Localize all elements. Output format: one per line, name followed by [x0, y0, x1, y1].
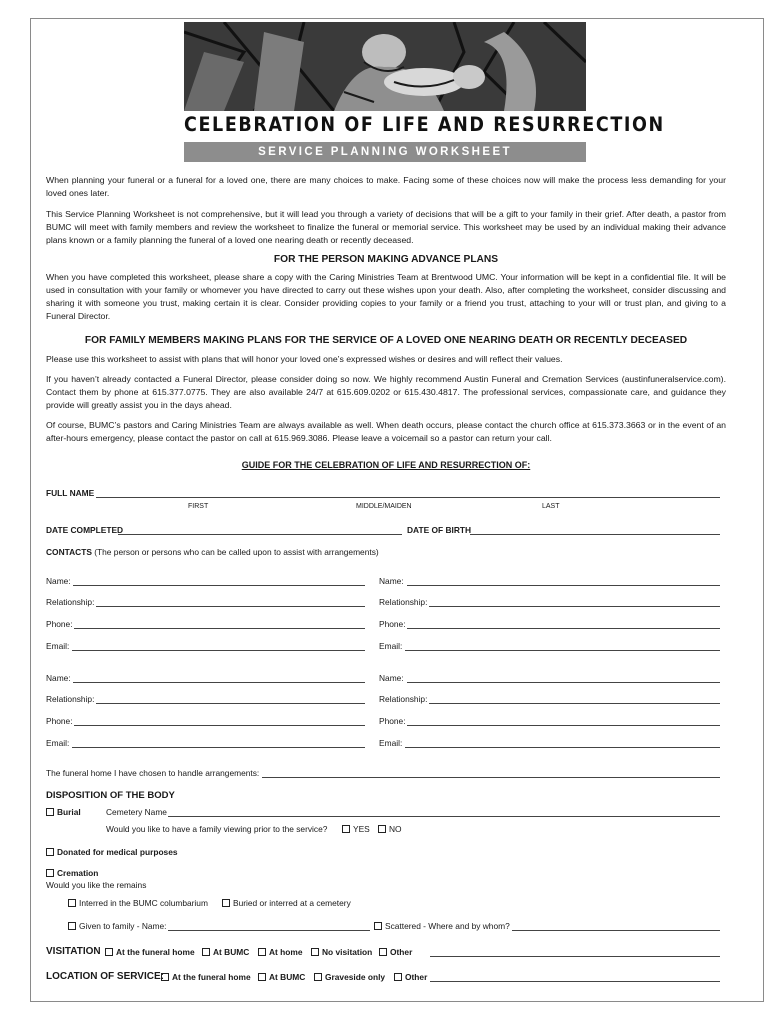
full-name-label: FULL NAME [46, 488, 95, 498]
location-option-bumc[interactable] [258, 972, 305, 982]
contact-3-email-label: Email: [46, 738, 70, 748]
full-name-field[interactable] [96, 497, 720, 498]
family-paragraph-3: Of course, BUMC’s pastors and Caring Ministries Team are always available as well. When death occurs, please contact the church office at 615.373.3663 or in the event of an after-hours emergency, please contact the pastor on call at 615.969.3086. Please leave a voicemail so a pastor can return your call. [46, 420, 726, 443]
advance-plans-heading: FOR THE PERSON MAKING ADVANCE PLANS [273, 254, 499, 265]
given-family-field[interactable] [168, 930, 370, 931]
location-graveside-checkbox[interactable] [314, 973, 322, 981]
visitation-other-field[interactable] [430, 956, 720, 957]
given-family-label: Given to family - Name: [79, 921, 167, 931]
visitation-home-checkbox[interactable] [258, 948, 266, 956]
contact-1-email-field[interactable] [72, 650, 365, 651]
cremation-checkbox[interactable] [46, 869, 54, 877]
stained-glass-image [184, 22, 586, 111]
contacts-note: (The person or persons who can be called upon to assist with arrangements) [94, 547, 379, 557]
visitation-none-checkbox[interactable] [311, 948, 319, 956]
visitation-option-bumc[interactable] [202, 947, 249, 957]
funeral-home-field[interactable] [262, 777, 720, 778]
viewing-no-label: NO [389, 824, 402, 834]
location-option-other[interactable] [394, 972, 427, 982]
scattered-label: Scattered - Where and by whom? [385, 921, 510, 931]
family-paragraph-2: If you haven’t already contacted a Funeral Director, please consider doing so now. We highly recommend Austin Funeral and Cremation Services (austinfuneralservice.com). Contact them by phone at 615.377.0775. They are also available 24/7 at 615.609.0202 or 615.430.4817. The professional services, compassionate care, and guidance they provide will greatly assist you in the days ahead. [46, 374, 726, 410]
donated-label: Donated for medical purposes [57, 847, 178, 857]
scattered-checkbox[interactable] [374, 922, 382, 930]
contact-4-relationship-field[interactable] [429, 703, 720, 704]
given-family-checkbox[interactable] [68, 922, 76, 930]
viewing-yes-checkbox[interactable] [342, 825, 350, 833]
visitation-option-home[interactable] [258, 947, 303, 957]
visitation-other-checkbox[interactable] [379, 948, 387, 956]
remains-question: Would you like the remains [46, 880, 147, 890]
cremation-label: Cremation [57, 868, 99, 878]
given-family-option[interactable] [68, 921, 167, 931]
buried-cemetery-label: Buried or interred at a cemetery [233, 898, 351, 908]
location-other-label: Other [405, 972, 428, 982]
visitation-home-label: At home [269, 947, 303, 957]
middle-name-caption: MIDDLE/MAIDEN [356, 503, 412, 510]
location-other-checkbox[interactable] [394, 973, 402, 981]
contact-3-phone-field[interactable] [74, 725, 365, 726]
viewing-yes-label: YES [353, 824, 370, 834]
document-title: CELEBRATION OF LIFE AND RESURRECTION [184, 113, 665, 136]
visitation-label: VISITATION [46, 946, 101, 957]
contact-1-relationship-label: Relationship: [46, 597, 95, 607]
visitation-option-other[interactable] [379, 947, 412, 957]
funeral-home-label: The funeral home I have chosen to handle arrangements: [46, 768, 260, 778]
disposition-heading: DISPOSITION OF THE BODY [46, 790, 175, 801]
contact-4-name-field[interactable] [407, 682, 720, 683]
contact-1-phone-label: Phone: [46, 619, 73, 629]
contact-2-phone-field[interactable] [407, 628, 720, 629]
family-paragraph-1: Please use this worksheet to assist with plans that will honor your loved one’s expressed wishes or desires and will reflect their values. [46, 354, 563, 364]
contact-3-email-field[interactable] [72, 747, 365, 748]
first-name-caption: FIRST [188, 503, 209, 510]
contact-1-name-label: Name: [46, 576, 71, 586]
location-other-field[interactable] [430, 981, 720, 982]
contacts-label: CONTACTS [46, 547, 92, 557]
burial-option[interactable] [46, 807, 81, 817]
contact-2-relationship-field[interactable] [429, 606, 720, 607]
cremation-option[interactable] [46, 868, 98, 878]
document-subtitle: SERVICE PLANNING WORKSHEET [184, 142, 586, 162]
burial-label: Burial [57, 807, 81, 817]
contact-2-name-label: Name: [379, 576, 404, 586]
contact-4-email-field[interactable] [405, 747, 720, 748]
location-funeral-home-checkbox[interactable] [161, 973, 169, 981]
contact-4-phone-label: Phone: [379, 716, 406, 726]
donated-checkbox[interactable] [46, 848, 54, 856]
date-of-birth-field[interactable] [470, 534, 720, 535]
contact-2-name-field[interactable] [407, 585, 720, 586]
visitation-bumc-checkbox[interactable] [202, 948, 210, 956]
location-option-funeral-home[interactable] [161, 972, 251, 982]
location-label: LOCATION OF SERVICE: [46, 971, 164, 982]
viewing-question: Would you like to have a family viewing prior to the service? [106, 824, 328, 834]
columbarium-option[interactable] [68, 898, 208, 908]
contact-3-name-label: Name: [46, 673, 71, 683]
buried-cemetery-checkbox[interactable] [222, 899, 230, 907]
contact-3-name-field[interactable] [73, 682, 365, 683]
contact-4-relationship-label: Relationship: [379, 694, 428, 704]
family-heading: FOR FAMILY MEMBERS MAKING PLANS FOR THE SERVICE OF A LOVED ONE NEARING DEATH OR RECENTLY DECEASED [84, 335, 688, 346]
contacts-heading [46, 547, 379, 557]
scattered-field[interactable] [512, 930, 720, 931]
cemetery-name-field[interactable] [168, 816, 720, 817]
viewing-no-option[interactable] [378, 824, 402, 834]
visitation-none-label: No visitation [322, 947, 373, 957]
contact-4-phone-field[interactable] [407, 725, 720, 726]
burial-checkbox[interactable] [46, 808, 54, 816]
location-funeral-home-label: At the funeral home [172, 972, 251, 982]
viewing-no-checkbox[interactable] [378, 825, 386, 833]
last-name-caption: LAST [542, 503, 560, 510]
scattered-option[interactable] [374, 921, 510, 931]
location-option-graveside[interactable] [314, 972, 385, 982]
contact-1-name-field[interactable] [73, 585, 365, 586]
visitation-option-funeral-home[interactable] [105, 947, 195, 957]
contact-1-email-label: Email: [46, 641, 70, 651]
visitation-funeral-home-checkbox[interactable] [105, 948, 113, 956]
visitation-funeral-home-label: At the funeral home [116, 947, 195, 957]
contact-3-relationship-label: Relationship: [46, 694, 95, 704]
contact-1-relationship-field[interactable] [96, 606, 365, 607]
location-bumc-label: At BUMC [269, 972, 306, 982]
date-of-birth-label: DATE OF BIRTH [407, 525, 472, 535]
guide-title: GUIDE FOR THE CELEBRATION OF LIFE AND RESURRECTION OF: [241, 460, 531, 470]
contact-3-relationship-field[interactable] [96, 703, 365, 704]
contact-3-phone-label: Phone: [46, 716, 73, 726]
date-completed-field[interactable] [118, 534, 402, 535]
contact-2-phone-label: Phone: [379, 619, 406, 629]
intro-paragraph-2: This Service Planning Worksheet is not comprehensive, but it will lead you through a variety of decisions that will be a gift to your family in their grief. After death, a pastor from BUMC will meet with family members and review the worksheet to finalize the funeral or memorial service. This worksheet may be used by an individual making their advance plans known or a family planning the funeral of a loved one nearing death or recently deceased. [46, 209, 726, 245]
contact-2-email-label: Email: [379, 641, 403, 651]
columbarium-checkbox[interactable] [68, 899, 76, 907]
columbarium-label: Interred in the BUMC columbarium [79, 898, 208, 908]
contact-4-name-label: Name: [379, 673, 404, 683]
contact-1-phone-field[interactable] [74, 628, 365, 629]
location-graveside-label: Graveside only [325, 972, 386, 982]
viewing-yes-option[interactable] [342, 824, 370, 834]
visitation-option-none[interactable] [311, 947, 372, 957]
advance-plans-paragraph: When you have completed this worksheet, please share a copy with the Caring Ministries Team at Brentwood UMC. Your information will be kept in a confidential file. It will be used in consultation with your family or whomever you have directed to carry out these wishes upon your death. Also, after completing the worksheet, consider discussing and sharing it with someone you trust, making certain it is clear. Consider providing copies to your family or a friend you trust, attaching to your will or trust plan, and giving to a Funeral Director. [46, 272, 726, 321]
visitation-other-label: Other [390, 947, 413, 957]
donated-option[interactable] [46, 847, 178, 857]
intro-paragraph-1: When planning your funeral or a funeral for a loved one, there are many choices to make. Facing some of these choices now will make the process less demanding for your loved ones later. [46, 175, 726, 198]
buried-cemetery-option[interactable] [222, 898, 351, 908]
visitation-bumc-label: At BUMC [213, 947, 250, 957]
date-completed-label: DATE COMPLETED [46, 525, 124, 535]
cemetery-name-label: Cemetery Name [106, 807, 167, 817]
location-bumc-checkbox[interactable] [258, 973, 266, 981]
contact-2-email-field[interactable] [405, 650, 720, 651]
contact-4-email-label: Email: [379, 738, 403, 748]
contact-2-relationship-label: Relationship: [379, 597, 428, 607]
